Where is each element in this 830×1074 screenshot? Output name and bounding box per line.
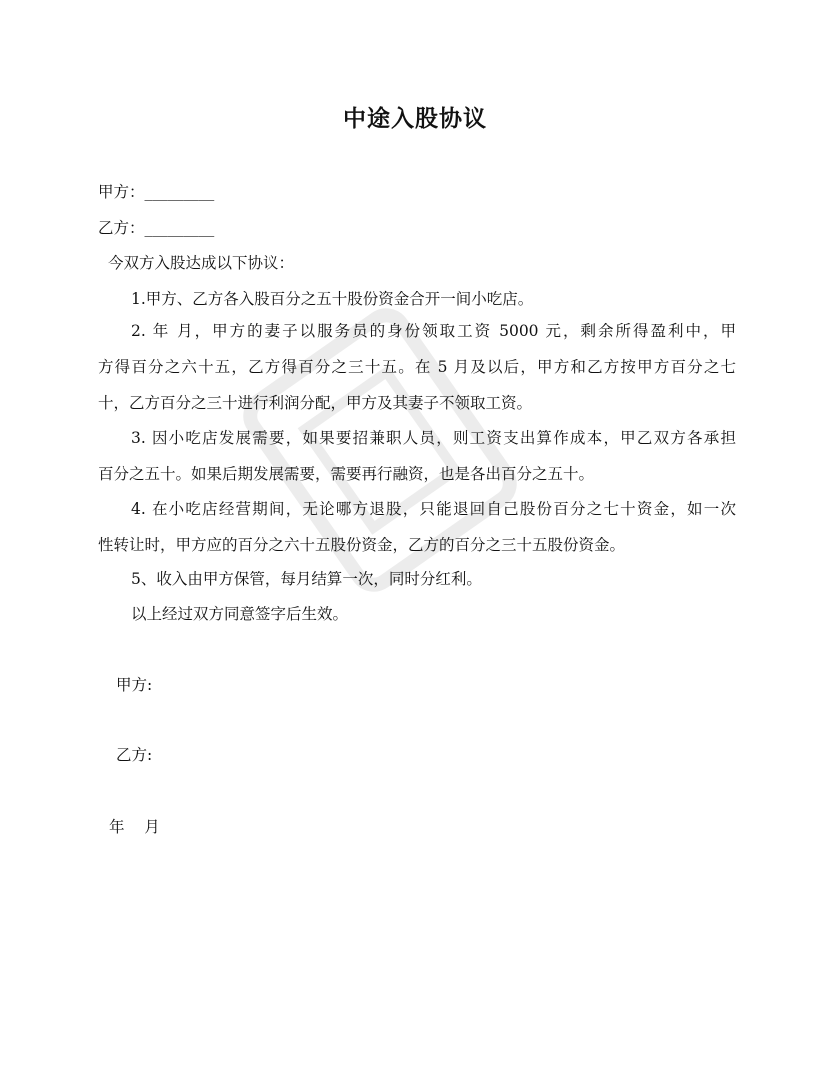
document-title: 中途入股协议 <box>343 106 487 132</box>
clause-4 <box>98 491 736 563</box>
clause-3-line-2: 百分之五十。如果后期发展需要，需要再行融资，也是各出百分之五十。 <box>98 465 595 483</box>
clause-1: 1.甲方、乙方各入股百分之五十股份资金合开一间小吃店。 <box>131 290 534 308</box>
clause-4-line-1: 4. 在小吃店经营期间，无论哪方退股，只能退回自己股份百分之七十资金，如一次 <box>131 500 736 518</box>
clause-3-line-1: 3. 因小吃店发展需要，如果要招兼职人员，则工资支出算作成本，甲乙双方各承担 <box>131 429 736 447</box>
clause-3 <box>98 420 736 492</box>
clause-2-line-3: 十，乙方百分之三十进行利润分配，甲方及其妻子不领取工资。 <box>98 394 533 412</box>
party-b-line: 乙方：_________ <box>98 219 215 237</box>
intro-line: 今双方入股达成以下协议： <box>108 254 295 272</box>
clause-2-line-2: 方得百分之六十五，乙方得百分之三十五。在 5 月及以后，甲方和乙方按甲方百分之七 <box>98 358 736 376</box>
signature-party-b: 乙方: <box>116 746 153 764</box>
clause-2-line-1: 2. 年 月，甲方的妻子以服务员的身份领取工资 5000 元，剩余所得盈利中，甲 <box>131 322 736 340</box>
clause-5: 5、收入由甲方保管，每月结算一次，同时分红利。 <box>131 570 482 588</box>
effective-statement: 以上经过双方同意签字后生效。 <box>131 605 349 623</box>
signature-party-a: 甲方: <box>116 676 153 694</box>
signature-date: 年 月 <box>109 818 160 836</box>
clause-4-line-2: 性转让时，甲方应的百分之六十五股份资金，乙方的百分之三十五股份资金。 <box>98 536 626 554</box>
party-a-line: 甲方：_________ <box>98 183 215 201</box>
clause-2 <box>98 313 736 421</box>
